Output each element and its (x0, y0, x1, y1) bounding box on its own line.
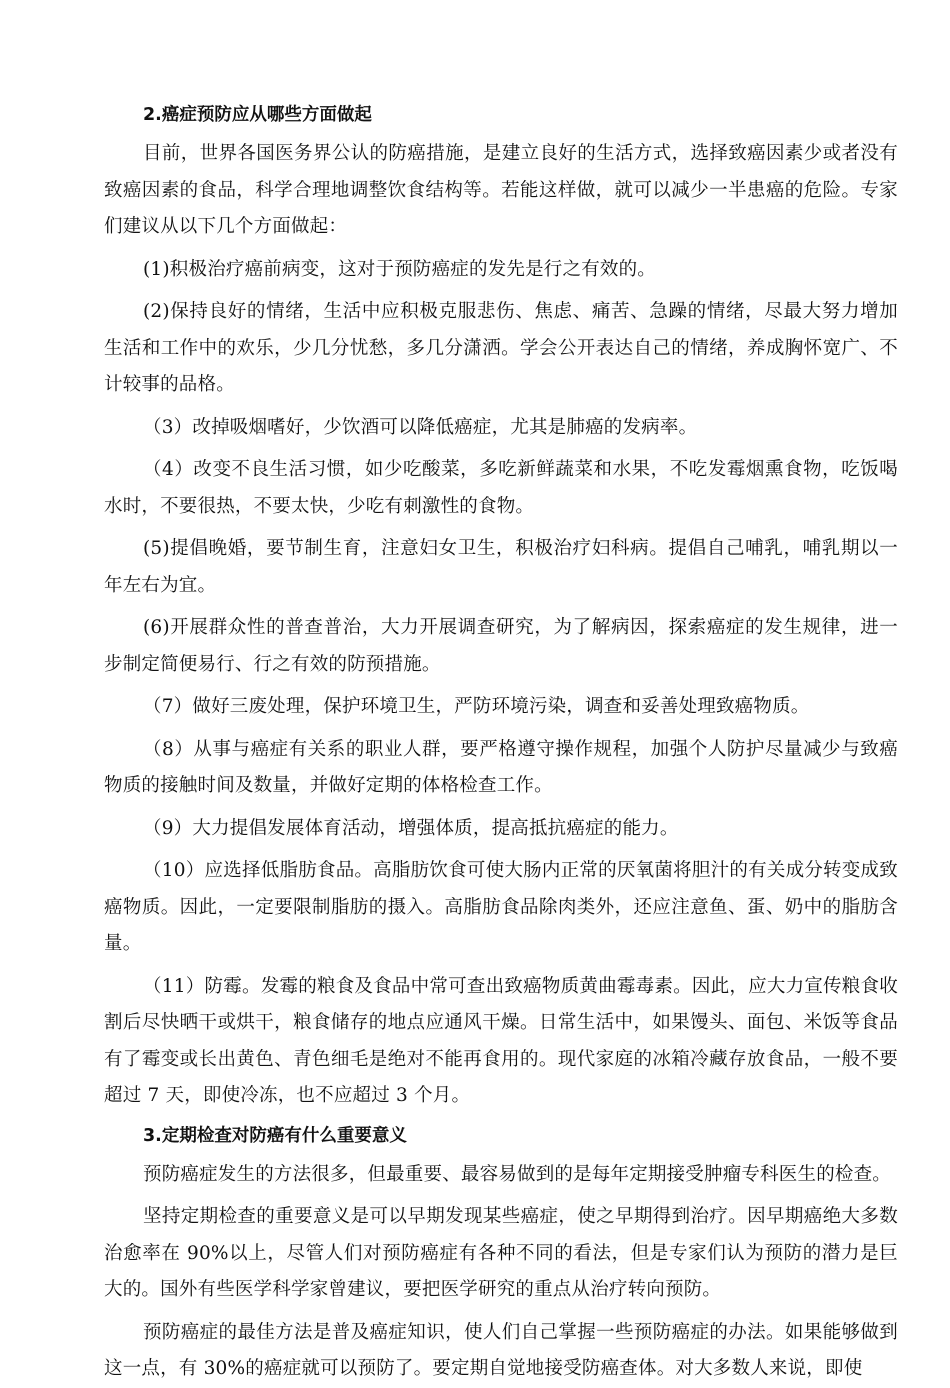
paragraph: 坚持定期检查的重要意义是可以早期发现某些癌症，使之早期得到治疗。因早期癌绝大多数治愈率在 90%以上，尽管人们对预防癌症有各种不同的看法，但是专家们认为预防的潜力是巨大的。国外有些医学科学家曾建议，要把医学研究的重点从治疗转向预防。 (104, 1206, 898, 1300)
list-item: (6)开展群众性的普查普治，大力开展调查研究，为了解病因，探索癌症的发生规律，进一步制定简便易行、行之有效的防预措施。 (104, 617, 898, 675)
list-item: （8）从事与癌症有关系的职业人群，要严格遵守操作规程，加强个人防护尽量减少与致癌物质的接触时间及数量，并做好定期的体格检查工作。 (104, 738, 898, 796)
section-prevention-aspects (104, 100, 898, 1115)
section-regular-checkup (104, 1121, 898, 1388)
list-item: （4）改变不良生活习惯，如少吃酸菜，多吃新鲜蔬菜和水果，不吃发霉烟熏食物，吃饭喝水时，不要很热，不要太快，少吃有刺激性的食物。 (104, 459, 898, 517)
list-item: （3）改掉吸烟嗜好，少饮酒可以降低癌症，尤其是肺癌的发病率。 (143, 416, 698, 438)
list-item: (1)积极治疗癌前病变，这对于预防癌症的发先是行之有效的。 (143, 258, 657, 280)
list-item: （7）做好三废处理，保护环境卫生，严防环境污染，调查和妥善处理致癌物质。 (143, 696, 810, 717)
list-item: (2)保持良好的情绪，生活中应积极克服悲伤、焦虑、痛苦、急躁的情绪，尽最大努力增加生活和工作中的欢乐，少几分忧愁，多几分潇洒。学会公开表达自己的情绪，养成胸怀宽广、不计较事的品格。 (104, 301, 898, 395)
paragraph: 目前，世界各国医务界公认的防癌措施，是建立良好的生活方式，选择致癌因素少或者没有致癌因素的食品，科学合理地调整饮食结构等。若能这样做，就可以减少一半患癌的危险。专家们建议从以下几个方面做起： (104, 143, 898, 237)
section-heading: 3.定期检查对防癌有什么重要意义 (143, 1125, 407, 1146)
paragraph: 预防癌症发生的方法很多，但最重要、最容易做到的是每年定期接受肿瘤专科医生的检查。 (143, 1163, 892, 1185)
section-heading: 2.癌症预防应从哪些方面做起 (143, 105, 372, 125)
list-item: （11）防霉。发霉的粮食及食品中常可查出致癌物质黄曲霉毒素。因此，应大力宣传粮食收割后尽快晒干或烘干，粮食储存的地点应通风干燥。日常生活中，如果馒头、面包、米饭等食品有了霉变或长出黄色、青色细毛是绝对不能再食用的。现代家庭的冰箱冷藏存放食品，一般不要超过 7 天，即使冷冻，也不应超过 3 个月。 (104, 975, 898, 1106)
document-page (104, 100, 898, 1388)
paragraph: 预防癌症的最佳方法是普及癌症知识，使人们自己掌握一些预防癌症的办法。如果能够做到这一点，有 30%的癌症就可以预防了。要定期自觉地接受防癌查体。对大多数人来说，即使 (104, 1321, 898, 1379)
list-item: (5)提倡晚婚，要节制生育，注意妇女卫生，积极治疗妇科病。提倡自己哺乳，哺乳期以一年左右为宜。 (104, 538, 898, 596)
list-item: （9）大力提倡发展体育活动，增强体质，提高抵抗癌症的能力。 (143, 817, 679, 839)
list-item: （10）应选择低脂肪食品。高脂肪饮食可使大肠内正常的厌氧菌将胆汁的有关成分转变成致癌物质。因此，一定要限制脂肪的摄入。高脂肪食品除肉类外，还应注意鱼、蛋、奶中的脂肪含量。 (104, 860, 898, 954)
